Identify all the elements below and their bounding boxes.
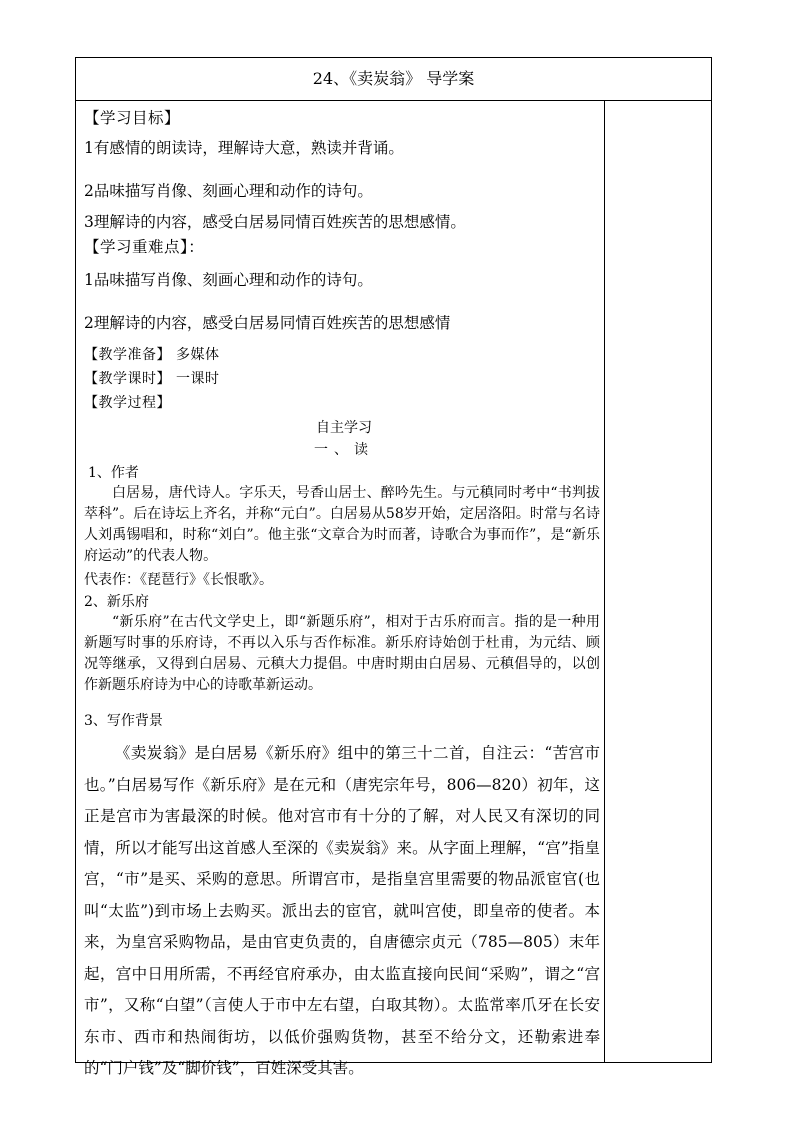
self-study-heading: 自主学习 bbox=[316, 420, 372, 436]
background-heading: 3、写作背景 bbox=[84, 713, 163, 729]
background-body: 《卖炭翁》是白居易《新乐府》组中的第三十二首，自注云：“苦宫市也。”白居易写作《新乐府》是在元和（唐宪宗年号，806—820）初年，这正是宫市为害最深的时候。他对宫市有十分的了解，对人民又有深切的同情，所以才能写出这首感人至深的《卖炭翁》来。从字面上理解，“宫”指皇宫，“市”是买、采购的意思。所谓宫市，是指皇宫里需要的物品派宦官(也叫“太监”)到市场上去购买。派出去的宦官，就叫宫使，即皇帝的使者。本来，为皇宫采购物品，是由官吏负责的，自唐德宗贞元（785—805）末年起，宫中日用所需，不再经官府承办，由太监直接向民间“采购”，谓之“宫市”，又称“白望”（言使人于市中左右望，白取其物）。太监常率爪牙在长安东市、西市和热闹街坊，以低价强购货物，甚至不给分文，还勒索进奉的“门户钱”及“脚价钱”，百姓深受其害。 bbox=[84, 744, 600, 1077]
author-works: 代表作：《琵琶行》《长恨歌》。 bbox=[84, 572, 273, 588]
author-body: 白居易，唐代诗人。字乐天，号香山居士、醉吟先生。与元稹同时考中“书判拔萃科”。后在诗坛上齐名，并称“元白”。白居易从58岁开始，定居洛阳。时常与名诗人刘禹锡唱和，时称“刘白”。他主张“文章合为时而著，诗歌合为事而作”，是“新乐府运动”的代表人物。 bbox=[84, 485, 600, 564]
teaching-process-heading: 【教学过程】 bbox=[84, 395, 171, 411]
author-heading: 1、作者 bbox=[88, 465, 139, 481]
xinyuefu-body: “新乐府”在古代文学史上，即“新题乐府”，相对于古乐府而言。指的是一种用新题写时事的乐府诗，不再以入乐与否作标准。新乐府诗始创于杜甫，为元结、顾况等继承，又得到白居易、元稹大力提倡。中唐时期由白居易、元稹倡导的，以创作新题乐府诗为中心的诗歌革新运动。 bbox=[84, 614, 600, 693]
lesson-plan-table bbox=[75, 57, 712, 1077]
xinyuefu-heading: 2、新乐府 bbox=[84, 594, 149, 610]
teaching-prep: 【教学准备】 多媒体 bbox=[84, 347, 220, 363]
objective-item-1: 1有感情的朗读诗，理解诗大意，熟读并背诵。 bbox=[84, 139, 404, 157]
objectives-heading: 【学习目标】 bbox=[84, 109, 181, 127]
column-divider bbox=[604, 100, 605, 1062]
objective-item-3: 3理解诗的内容，感受白居易同情百姓疾苦的思想感情。 bbox=[84, 213, 466, 231]
teaching-hours: 【教学课时】 一课时 bbox=[84, 371, 220, 387]
keypoints-heading: 【学习重难点】： bbox=[84, 238, 205, 256]
objective-item-2: 2品味描写肖像、刻画心理和动作的诗句。 bbox=[84, 182, 373, 200]
page-title: 24、《卖炭翁》 导学案 bbox=[76, 58, 711, 101]
keypoint-item-2: 2理解诗的内容，感受白居易同情百姓疾苦的思想感情 bbox=[84, 314, 451, 332]
read-heading: 一、读 bbox=[314, 442, 374, 458]
keypoint-item-1: 1品味描写肖像、刻画心理和动作的诗句。 bbox=[84, 271, 373, 289]
